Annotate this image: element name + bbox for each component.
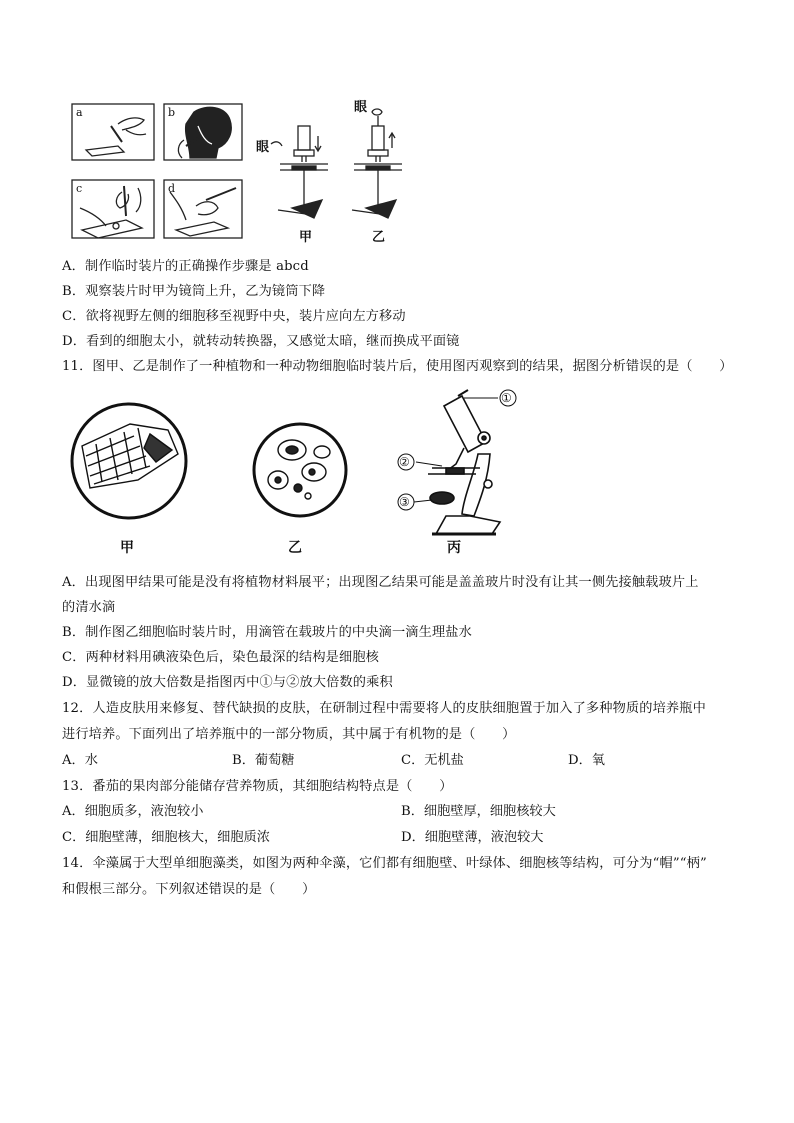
panel-d [164, 180, 242, 238]
q12-option-d: D．氧 [568, 753, 605, 768]
q14-stem-line1: 14．伞藻属于大型单细胞藻类，如图为两种伞藻，它们都有细胞壁、叶绿体、细胞核等结构，可分为“帽”“柄” [62, 856, 707, 871]
q14-stem-line2: 和假根三部分。下列叙述错误的是（ ） [62, 882, 316, 897]
q10-option-b: B．观察装片时甲为镜筒上升，乙为镜筒下降 [62, 284, 326, 299]
panel-label-a: a [76, 106, 83, 119]
q11-option-a-line1: A．出现图甲结果可能是没有将植物材料展平；出现图乙结果可能是盖盖玻片时没有让其一侧先接触载玻片上 [62, 575, 699, 590]
figure2-label-jia: 甲 [120, 540, 134, 556]
microscope-bing [428, 390, 500, 534]
view-jia [72, 404, 186, 518]
panel-label-b: b [168, 106, 176, 119]
figure2-label-bing: 丙 [447, 540, 461, 556]
panel-a [72, 104, 154, 160]
panel-b [164, 104, 242, 160]
q11-option-c: C．两种材料用碘液染色后，染色最深的结构是细胞核 [62, 650, 380, 665]
q10-option-c: C．欲将视野左侧的细胞移至视野中央，装片应向左方移动 [62, 309, 406, 324]
eye-label-yi: 眼 [354, 100, 368, 115]
q11-option-d: D．显微镜的放大倍数是指图丙中①与②放大倍数的乘积 [62, 675, 393, 690]
figure1-label-yi: 乙 [372, 230, 386, 245]
figure-slide-steps-and-focusing [66, 96, 406, 248]
q12-stem-line1: 12．人造皮肤用来修复、替代缺损的皮肤，在研制过程中需要将人的皮肤细胞置于加入了多种物质的培养瓶中 [62, 701, 706, 716]
q12-option-c: C．无机盐 [401, 753, 464, 768]
q11-option-b: B．制作图乙细胞临时装片时，用滴管在载玻片的中央滴一滴生理盐水 [62, 625, 472, 640]
panel-c [72, 180, 154, 238]
figure-cells-and-microscope [60, 384, 540, 564]
q11-stem: 11．图甲、乙是制作了一种植物和一种动物细胞临时装片后，使用图丙观察到的结果，据图分析错误的是（ ） [62, 359, 733, 374]
q12-option-a: A．水 [62, 753, 98, 768]
q12-stem-line2: 进行培养。下面列出了培养瓶中的一部分物质，其中属于有机物的是（ ） [62, 727, 516, 742]
q10-option-a: A．制作临时装片的正确操作步骤是 abcd [62, 259, 309, 274]
q13-option-a: A．细胞质多，液泡较小 [62, 804, 204, 819]
q11-option-a-line2: 的清水滴 [62, 600, 116, 615]
figure1-label-jia: 甲 [299, 230, 313, 245]
q12-option-b: B．葡萄糖 [232, 753, 295, 768]
panel-label-d: d [168, 182, 176, 195]
callout-2: ② [399, 455, 410, 469]
q10-option-d: D．看到的细胞太小，就转动转换器，又感觉太暗，继而换成平面镜 [62, 334, 460, 349]
figure2-label-yi: 乙 [288, 540, 302, 556]
focus-diagram-jia [271, 126, 328, 218]
focus-diagram-yi [352, 109, 402, 218]
q13-option-c: C．细胞壁薄，细胞核大，细胞质浓 [62, 830, 270, 845]
q13-option-b: B．细胞壁厚，细胞核较大 [401, 804, 556, 819]
callout-1: ① [501, 391, 512, 405]
q13-option-d: D．细胞壁薄，液泡较大 [401, 830, 544, 845]
view-yi [254, 424, 346, 516]
panel-label-c: c [76, 182, 83, 195]
callout-3: ③ [399, 495, 410, 509]
q13-stem: 13．番茄的果肉部分能储存营养物质，其细胞结构特点是（ ） [62, 779, 453, 794]
eye-label-jia: 眼 [256, 140, 270, 155]
